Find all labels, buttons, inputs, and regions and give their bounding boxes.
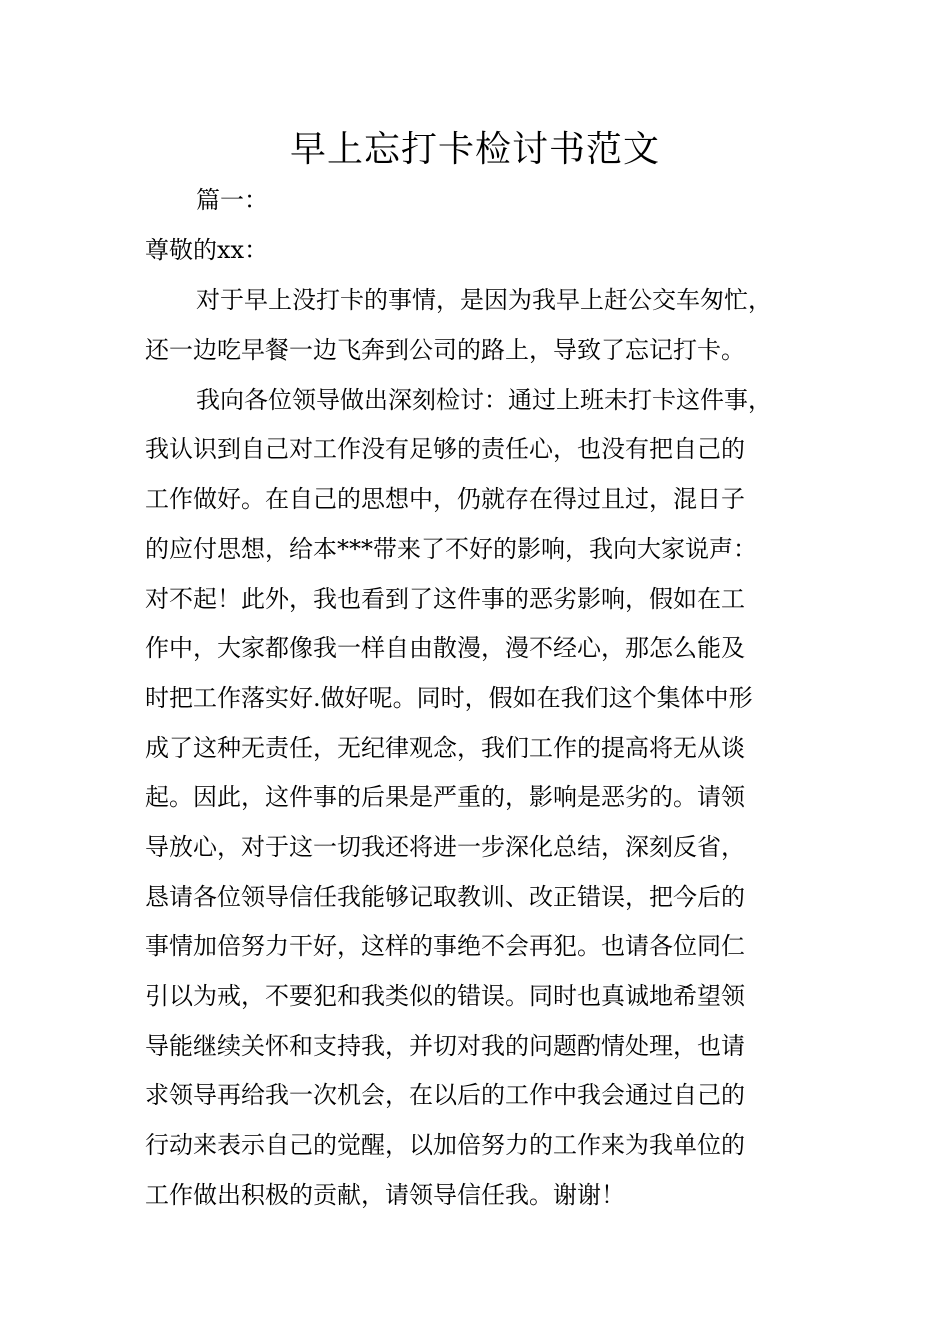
paragraph-line: 起。因此，这件事的后果是严重的，影响是恶劣的。请领 (145, 783, 745, 811)
paragraph-line: 引以为戒，不要犯和我类似的错误。同时也真诚地希望领 (145, 982, 745, 1010)
paragraph-line: 导能继续关怀和支持我，并切对我的问题酌情处理，也请 (145, 1032, 745, 1060)
paragraph-line: 工作做好。在自己的思想中，仍就存在得过且过，混日子 (145, 485, 745, 513)
paragraph-line: 工作做出积极的贡献，请领导信任我。谢谢！ (145, 1181, 625, 1209)
section-label: 篇一： (196, 186, 268, 214)
paragraph-line: 我认识到自己对工作没有足够的责任心，也没有把自己的 (145, 435, 745, 463)
paragraph-line: 导放心，对于这一切我还将进一步深化总结，深刻反省， (145, 833, 745, 861)
paragraph-line: 对于早上没打卡的事情，是因为我早上赶公交车匆忙， (196, 286, 772, 314)
paragraph-line: 我向各位领导做出深刻检讨：通过上班未打卡这件事， (196, 386, 772, 414)
paragraph-line: 事情加倍努力干好，这样的事绝不会再犯。也请各位同仁 (145, 932, 745, 960)
paragraph-line: 求领导再给我一次机会，在以后的工作中我会通过自己的 (145, 1081, 745, 1109)
paragraph-line: 的应付思想，给本***带来了不好的影响，我向大家说声： (145, 535, 757, 563)
paragraph-line: 时把工作落实好.做好呢。同时，假如在我们这个集体中形 (145, 684, 753, 712)
paragraph-line: 行动来表示自己的觉醒，以加倍努力的工作来为我单位的 (145, 1131, 745, 1159)
paragraph-line: 作中，大家都像我一样自由散漫，漫不经心，那怎么能及 (145, 634, 745, 662)
paragraph-line: 成了这种无责任，无纪律观念，我们工作的提高将无从谈 (145, 734, 745, 762)
salutation: 尊敬的xx： (145, 236, 269, 264)
paragraph-line: 恳请各位领导信任我能够记取教训、改正错误，把今后的 (145, 883, 745, 911)
paragraph-line: 对不起！此外，我也看到了这件事的恶劣影响，假如在工 (145, 585, 745, 613)
document-title: 早上忘打卡检讨书范文 (289, 129, 660, 170)
paragraph-line: 还一边吃早餐一边飞奔到公司的路上，导致了忘记打卡。 (145, 336, 745, 364)
